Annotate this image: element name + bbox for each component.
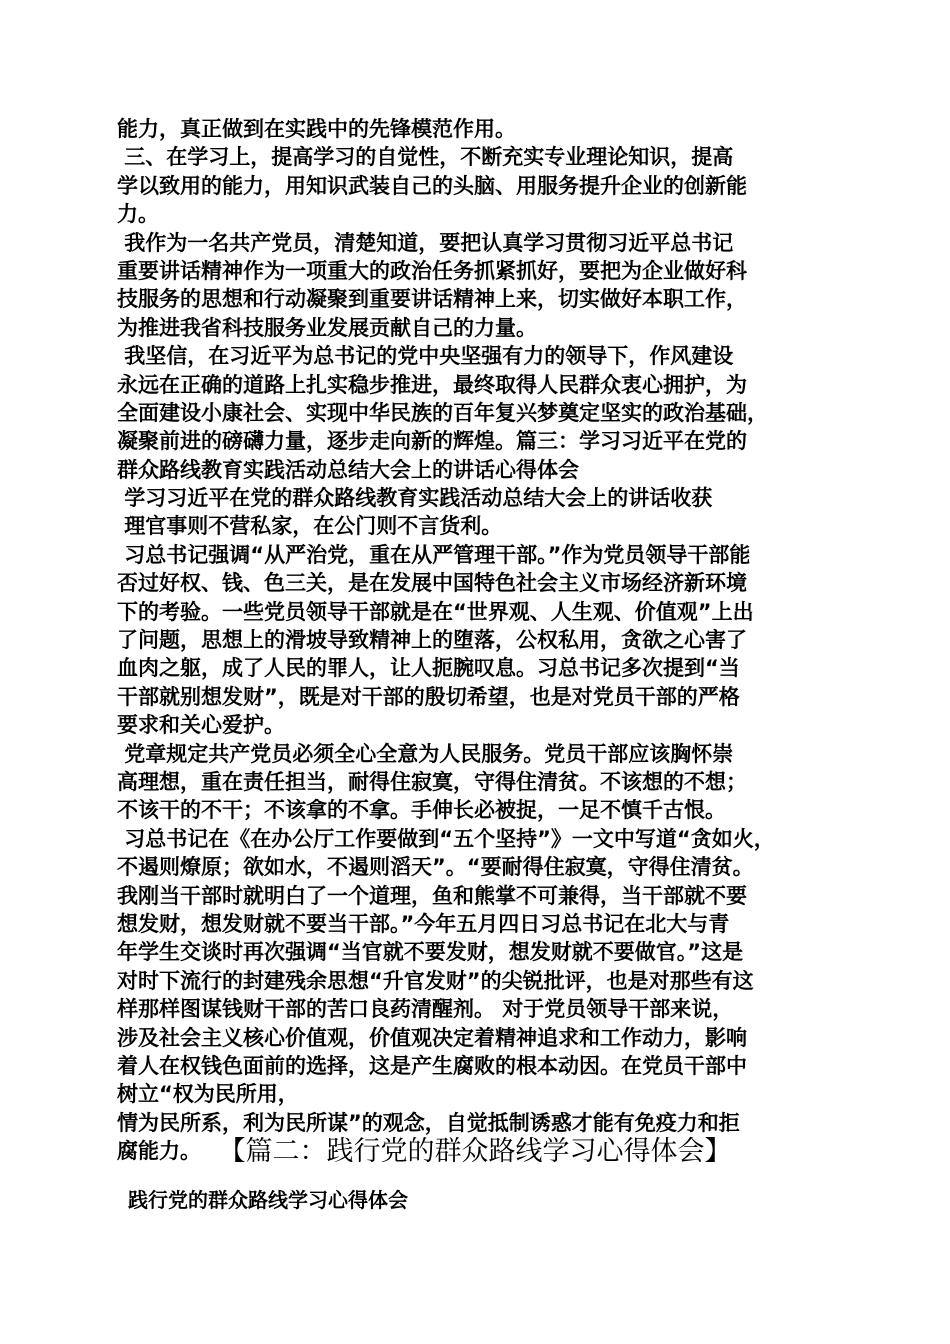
text-line: 着人在权钱色面前的选择，这是产生腐败的根本动因。在党员干部中 [117,1053,747,1078]
text-line: 对时下流行的封建残余思想“升官发财”的尖锐批评，也是对那些有这 [117,968,754,993]
text-line: 不该干的不干；不该拿的不拿。手伸长必被捉，一足不慎千古恨。 [117,798,726,823]
text-line: 情为民所系，利为民所谋”的观念，自觉抵制诱惑才能有免疫力和拒 [117,1110,740,1135]
text-line: 样那样图谋钱财干部的苦口良药清醒剂。 对于党员领导干部来说， [117,997,734,1022]
text-line: 力。 [117,202,159,227]
text-line: 干部就别想发财”，既是对干部的殷切希望，也是对党员干部的严格 [117,684,740,709]
text-line: 我作为一名共产党员，清楚知道，要把认真学习贯彻习近平总书记 [117,230,734,255]
text-line: 习总书记在《在办公厅工作要做到“五个坚持”》一文中写道“贪如火， [117,826,775,851]
section-subheading: 践行党的群众路线学习心得体会 [128,1188,408,1212]
text-line: 理官事则不营私家，在公门则不言货利。 [117,514,503,539]
text-line: 涉及社会主义核心价值观，价值观决定着精神追求和工作动力，影响 [117,1025,747,1050]
text-line: 群众路线教育实践活动总结大会上的讲话心得体会 [117,457,579,482]
text-line: 凝聚前进的磅礴力量，逐步走向新的辉煌。篇三：学习习近平在党的 [117,429,747,454]
text-line: 技服务的思想和行动凝聚到重要讲话精神上来，切实做好本职工作， [117,287,747,312]
text-line: 了问题，思想上的滑坡导致精神上的堕落，公权私用，贪欲之心害了 [117,628,747,653]
text-line: 下的考验。一些党员领导干部就是在“世界观、人生观、价值观”上出 [117,599,754,624]
text-line: 为推进我省科技服务业发展贡献自己的力量。 [117,315,537,340]
text-line: 全面建设小康社会、实现中华民族的百年复兴梦奠定坚实的政治基础， [117,400,768,425]
text-line: 不遏则燎原；欲如水，不遏则滔天”。“要耐得住寂寞，守得住清贫。 [117,855,754,880]
text-line: 否过好权、钱、色三关，是在发展中国特色社会主义市场经济新环境 [117,571,747,596]
text-line: 学以致用的能力，用知识武装自己的头脑、用服务提升企业的创新能 [117,173,747,198]
text-line: 我刚当干部时就明白了一个道理，鱼和熊掌不可兼得，当干部就不要 [117,883,747,908]
text-line: 党章规定共产党员必须全心全意为人民服务。党员干部应该胸怀崇 [117,741,734,766]
text-line: 树立“权为民所用， [117,1082,299,1107]
text-line: 要求和关心爱护。 [117,713,285,738]
text-line: 学习习近平在党的群众路线教育实践活动总结大会上的讲话收获 [117,486,713,511]
text-line: 三、在学习上，提高学习的自觉性，不断充实专业理论知识，提高 [117,145,734,170]
section-heading: 【篇二：践行党的群众路线学习心得体会】 [218,1136,732,1167]
text-line: 重要讲话精神作为一项重大的政治任务抓紧抓好，要把为企业做好科 [117,258,747,283]
text-line: 年学生交谈时再次强调“当官就不要发财，想发财就不要做官。”这是 [117,940,744,965]
text-line: 想发财，想发财就不要当干部。”今年五月四日习总书记在北大与青 [117,911,730,936]
text-line: 腐能力。 [117,1139,201,1164]
text-line: 高理想，重在责任担当，耐得住寂寞，守得住清贫。不该想的不想； [117,769,747,794]
text-line: 我坚信，在习近平为总书记的党中央坚强有力的领导下，作风建设 [117,344,734,369]
text-line: 习总书记强调“从严治党，重在从严管理干部。”作为党员领导干部能 [117,542,751,567]
body-text [117,115,847,1165]
text-line: 永远在正确的道路上扎实稳步推进，最终取得人民群众衷心拥护，为 [117,372,747,397]
text-line: 能力，真正做到在实践中的先锋模范作用。 [117,117,516,141]
text-line: 血肉之躯，成了人民的罪人，让人扼腕叹息。习总书记多次提到“当 [117,656,740,681]
